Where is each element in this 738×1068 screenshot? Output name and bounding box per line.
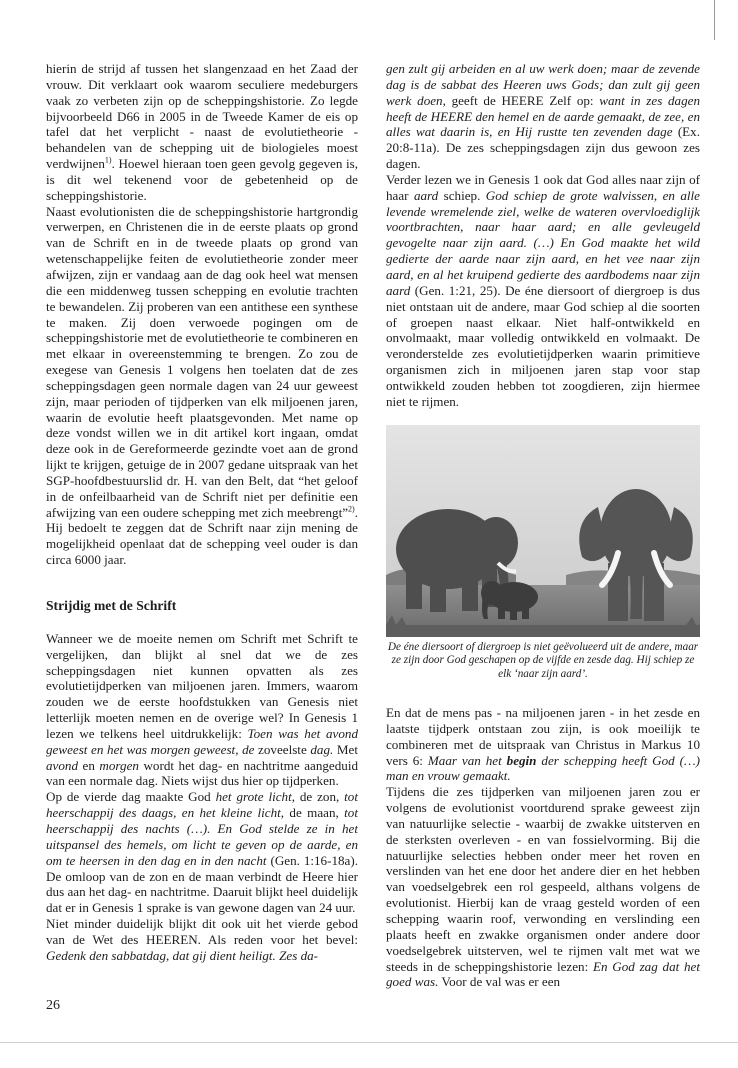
page-number: 26 — [46, 998, 60, 1013]
right-column-continued — [386, 705, 700, 990]
text-run: (Gen. 1:21, 25). De éne diersoort of diergroep is dus niet ontstaan uit de andere, maar God schiep al die soorten of groepen naast elkaar. Niet half-ontwikkeld en onvolmaakt, maar volledig ontwikkeld en volmaakt. De veronderstelde zes evolutietijdperken waarin primitieve organismen zich in miljoenen jaren stap voor stap ontwikkeld zouden hebben tot zoogdieren, zijn hiermee niet te rijmen. — [386, 282, 700, 409]
text-run: Op de vierde dag maakte God — [46, 789, 216, 805]
right-column — [386, 61, 700, 410]
text-run: . Hij bedoelt te zeggen dat de Schrift naar zijn mening de mogelijkheid openlaat dat de schepping veel ouder is dan circa 6000 jaar. — [46, 504, 358, 568]
text-run: zoveelste — [254, 741, 311, 757]
paragraph — [386, 705, 700, 784]
paragraph — [386, 784, 700, 990]
elephants-photo — [386, 425, 700, 637]
text-run: de zon, — [295, 789, 345, 805]
paragraph — [46, 204, 358, 568]
text-run: avond — [46, 757, 78, 773]
left-column — [46, 61, 358, 964]
paragraph — [46, 916, 358, 964]
text-run: Wanneer we de moeite nemen om Schrift met Schrift te vergelijken, dan blijkt al snel dat we de zes scheppingsdagen niet kunnen opvatten als zes evolutietijdperken van miljoenen jaren. Immers, waarom zouden we de eerste hoofdstukken van Genesis niet letterlijk moeten nemen en de overige wel? In Genesis 1 lezen we telkens heel uitdrukkelijk: — [46, 630, 358, 741]
footnote-ref: 1) — [104, 155, 112, 165]
text-run: dag. — [310, 741, 334, 757]
text-run: Gedenk den sabbatdag, dat gij dient heiligt. Zes da- — [46, 947, 319, 963]
text-run: Maar van het — [427, 752, 507, 768]
text-run: en — [78, 757, 100, 773]
text-run: want in zes dagen heeft de HEERE den hemel en de aarde gemaakt, de zee, en alles wat daarin is, en Hij rustte ten zevenden dage — [386, 92, 700, 140]
text-run: morgen — [99, 757, 139, 773]
text-run: de maan, — [284, 805, 345, 821]
text-run: Naast evolutionisten die de scheppingshistorie hartgrondig verwerpen, en Christenen die in de eerste plaats op grond van de Schrift en in de tweede plaats op grond van wetenschappelijke feiten de evolutietheorie zonder meer afwijzen, zijn er vandaag aan de dag ook heel wat mensen die een middenweg tussen schepping en evolutie trachten te bewandelen. Zij proberen van een antithese een synthese te maken. Zij doen verwoede pogingen om de scheppingshistorie met de evolutietheorie te combineren en met elkaar in overeenstemming te brengen. Zo zou de exegese van Genesis 1 volgens hen toelaten dat de zes scheppingsdagen geen normale dagen van 24 uur geweest zijn, maar perioden of tijdperken van elk miljoenen jaren, waarin de evolutie heeft plaatsgevonden. Met name op deze vondst willen we in dit artikel kort ingaan, omdat deze ook in de Gereformeerde gezindte voet aan de grond lijkt te krijgen, getuige de in 2007 gedane uitspraak van het SGP-hoofdbestuurslid dr. H. van den Belt, dat “het geloof in de onfeilbaarheid van de Schrift niet per definitie een afwijzing van een oudere schepping met zich meebrengt” — [46, 203, 358, 520]
text-run: Verder lezen we in Genesis 1 ook dat God alles naar zijn of haar — [386, 171, 700, 203]
text-run: wordt het dag- en nachtritme aangeduid van een normale dag. Niets wijst dus hier op tijdperken. — [46, 757, 359, 789]
text-run: geeft de HEERE Zelf op: — [445, 92, 600, 108]
text-run: God schiep de grote walvissen, en alle levende wremelende ziel, welke de wateren overvloediglijk voortbrachten, naar haar aard; en alle gevleugeld gevogelte naar zijn aard. (…) En God maakte het wild gedierte der aarde naar zijn aard, en het vee naar zijn aard, en al het kruipend gedierte des aardbodems naar zijn aard — [386, 187, 700, 298]
text-run: (Ex. 20:8-11a). De zes scheppingsdagen zijn dus gewoon zes dagen. — [386, 124, 700, 172]
text-run: begin — [506, 752, 537, 768]
footnote-ref: 2) — [348, 504, 355, 514]
text-run: En God zag dat het goed was. — [386, 958, 700, 990]
text-run: der schepping heeft God (…) man en vrouw gemaakt. — [386, 752, 700, 784]
text-run: Met — [333, 741, 358, 757]
text-run: tot heerschappij des daags, en het kleine licht, — [46, 789, 358, 821]
photo-caption: De éne diersoort of diergroep is niet geëvolueerd uit de andere, maar ze zijn door God geschapen op de vijfde en zesde dag. Hij schiep ze elk ‘naar zijn aard’. — [387, 641, 699, 680]
paragraph — [386, 172, 700, 410]
elephants-illustration — [386, 425, 700, 637]
bottom-margin-rule — [0, 1042, 738, 1043]
paragraph — [46, 61, 358, 204]
text-run: het grote licht, — [215, 789, 296, 805]
text-run: Toen was het avond geweest en het was morgen geweest, de — [46, 725, 358, 757]
text-run: En dat de mens pas - na miljoenen jaren - in het zesde en laatste tijdperk ontstaan zou zijn, is ook moeilijk te combineren met de uitspraak van Christus in Markus 10 vers 6: — [386, 705, 700, 768]
text-run: gen zult gij arbeiden en al uw werk doen; maar de zevende dag is de sabbat des Heeren uws Gods; dan zult gij geen werk doen, — [386, 61, 700, 108]
text-run: hierin de strijd af tussen het slangenzaad en het Zaad der vrouw. Dit verklaart ook waarom seculiere medeburgers vaak zo verbeten zijn op de scheppingshistorie. Zo legde bijvoorbeeld D66 in 2005 in de Tweede Kamer de eis op tafel dat het verplicht - naast de evolutietheorie - behandelen van de schepping uit de biologieles moest verdwijnen — [46, 61, 358, 172]
text-run: Niet minder duidelijk blijkt dit ook uit het vierde gebod van de Wet des HEEREN. Als reden voor het bevel: — [46, 916, 358, 947]
text-run: (Gen. 1:16-18a). De omloop van de zon en de maan verbindt de Heere hier dus aan het dag- en nachtritme. Daaruit blijkt heel duidelijk dat er in Genesis 1 sprake is van gewone dagen van 24 uur. — [46, 852, 358, 916]
paragraph — [46, 789, 358, 916]
text-run: schiep. — [438, 187, 486, 203]
text-run: aard — [413, 187, 439, 203]
paragraph — [386, 61, 700, 172]
paragraph — [46, 631, 358, 789]
text-run: . Hoewel hieraan toen geen gevolg gegeven is, is dit wel tekenend voor de gebetenheid op de scheppingshistorie. — [46, 156, 358, 203]
text-run: tot heerschappij des nachts (…). En God stelde ze in het uitspansel des hemels, om licht te geven op de aarde, en om te heersen in den dag en in den nacht — [46, 805, 358, 868]
text-run: Tijdens die zes tijdperken van miljoenen jaren zou er volgens de evolutionist voortdurend sprake geweest zijn van natuurlijke selectie - waarbij de zwakke uitsterven en de sterksten overleven - en van fossielvorming. Bij die natuurlijke selecties hebben onder meer het roven en verslinden van het ene door het andere dier en het hebben van voedselgebrek een rol gespeeld, althans volgens de evolutionist. Hierbij kan de vraag gesteld worden of een schepping waarin roof, verwonding en verslinding een plaats heeft en zwakke organismen onder andere door voedselgebrek uitsterven, wel te rijmen valt met wat we steeds in de scheppingshistorie lezen: — [386, 784, 700, 974]
text-run: Voor de val was er een — [438, 974, 561, 990]
top-margin-rule — [714, 0, 715, 40]
section-heading: Strijdig met de Schrift — [46, 598, 177, 613]
